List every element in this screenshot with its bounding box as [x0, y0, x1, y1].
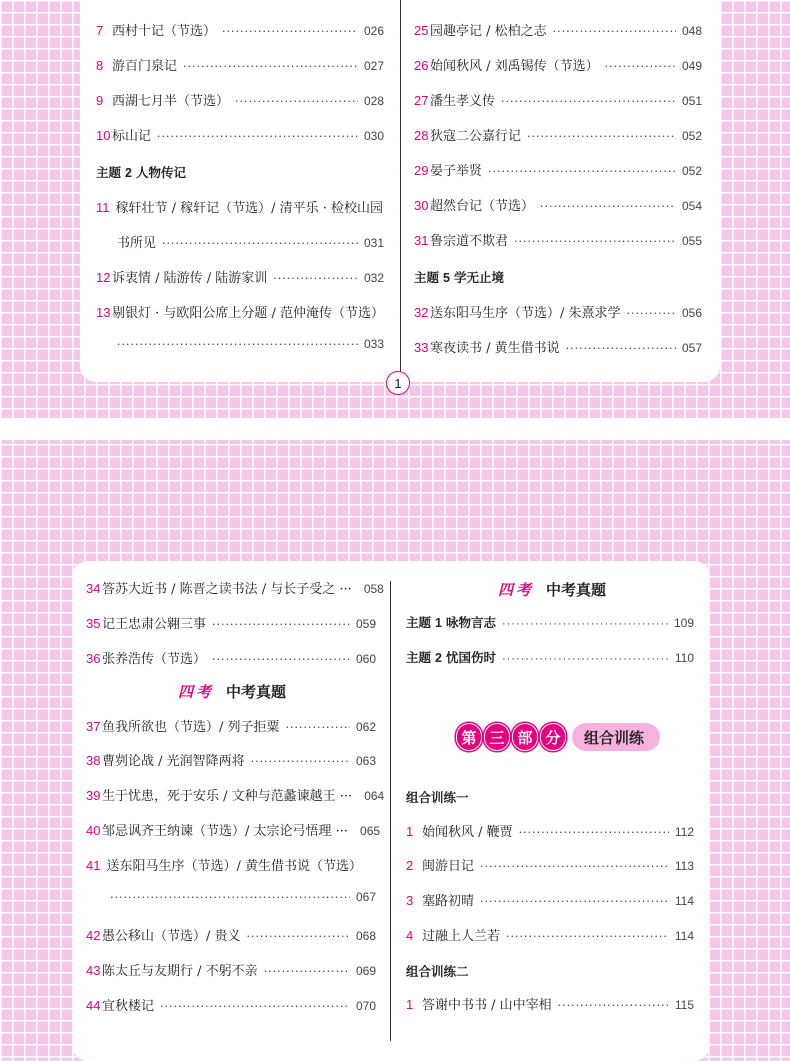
toc-entry[interactable]: 2 闽游日记 ····· 113: [406, 855, 694, 875]
toc-entry[interactable]: 42 愚公移山（节选）/ 贵义 ····· 068: [86, 925, 376, 945]
toc-entry-continuation[interactable]: 书所见 ····· 031: [117, 232, 384, 252]
toc-entry[interactable]: 11 稼轩壮节 / 稼轩记（节选）/ 清平乐 · 检校山园: [96, 200, 384, 216]
toc-entry[interactable]: 7 西村十记（节选） ····· 026: [96, 20, 384, 40]
toc-entry[interactable]: 1 答谢中书书 / 山中宰相 ····· 115: [406, 994, 694, 1014]
part-three-banner: [456, 722, 660, 752]
toc-entry[interactable]: 40 邹忌讽齐王纳谏（节选）/ 太宗论弓悟理 ··· 065: [86, 823, 381, 839]
group-heading: 组合训练一: [406, 791, 469, 805]
toc-entry[interactable]: 39 生于忧患，死于安乐 / 文种与范蠡谏越王 ··· 064: [86, 788, 385, 804]
toc-entry[interactable]: 35 记王忠肃公翱三事 ····· 059: [86, 613, 376, 633]
toc-entry[interactable]: 44 宜秋楼记 ····· 070: [86, 995, 376, 1015]
toc-entry[interactable]: 31 鲁宗道不欺君 ····· 055: [414, 230, 702, 250]
toc-entry[interactable]: 28 狄寇二公嘉行记 ····· 052: [414, 125, 702, 145]
toc-entry[interactable]: 9 西湖七月半（节选） ····· 028: [96, 90, 384, 110]
toc-entry[interactable]: 27 潘生孝义传 ····· 051: [414, 90, 702, 110]
part-label: 第 三 部 分: [456, 723, 566, 751]
toc-entry[interactable]: 34 答苏大近书 / 陈晋之读书法 / 与长子受之 ··· 058: [86, 581, 384, 597]
toc-entry[interactable]: 30 超然台记（节选） ····· 054: [414, 195, 702, 215]
group-heading: 组合训练二: [406, 965, 469, 979]
section-heading: 四考 中考真题: [178, 683, 287, 701]
toc-entry[interactable]: 36 张养浩传（节选） ····· 060: [86, 648, 376, 668]
toc-topic-entry[interactable]: 主题 2 忧国伤时 ····· 110: [406, 648, 694, 668]
toc-entry[interactable]: 3 塞路初晴 ····· 114: [406, 890, 694, 910]
toc-entry[interactable]: 13 剔银灯 · 与欧阳公席上分题 / 范仲淹传（节选）: [96, 305, 385, 321]
toc-entry[interactable]: 38 曹刿论战 / 光润智降两将 ····· 063: [86, 750, 376, 770]
toc-entry[interactable]: 10 标山记 ····· 030: [96, 125, 384, 145]
toc-entry[interactable]: 1 始闻秋风 / 鞭贾 ····· 112: [406, 821, 694, 841]
toc-entry[interactable]: 33 寒夜读书 / 黄生借书说 ····· 057: [414, 337, 702, 357]
column-divider: [390, 581, 391, 1041]
part-title: 组合训练: [572, 723, 660, 751]
section-heading: 四考 中考真题: [498, 581, 607, 599]
page-gap: [0, 418, 790, 440]
toc-entry[interactable]: 29 晏子举贤 ····· 052: [414, 160, 702, 180]
toc-entry[interactable]: 41 送东阳马生序（节选）/ 黄生借书说（节选）: [86, 858, 362, 874]
toc-entry[interactable]: 4 过融上人兰若 ····· 114: [406, 925, 694, 945]
toc-entry[interactable]: 25 园趣亭记 / 松柏之志 ····· 048: [414, 20, 702, 40]
toc-panel-bottom: [72, 561, 710, 1061]
toc-entry-continuation[interactable]: ····· 033: [117, 337, 384, 357]
toc-entry[interactable]: 26 始闻秋风 / 刘禹锡传（节选） ····· 049: [414, 55, 702, 75]
toc-entry[interactable]: 8 游百门泉记 ····· 027: [96, 55, 384, 75]
toc-entry[interactable]: 43 陈太丘与友期行 / 不躬不亲 ····· 069: [86, 960, 376, 980]
topic-heading: 主题 5 学无止境: [414, 271, 504, 285]
toc-topic-entry[interactable]: 主题 1 咏物言志 ····· 109: [406, 613, 694, 633]
toc-panel-top: [80, 0, 720, 382]
toc-entry-continuation[interactable]: ····· 067: [110, 890, 376, 910]
page-number-badge: 1: [386, 371, 410, 395]
column-divider: [400, 0, 401, 372]
toc-entry[interactable]: 12 诉衷情 / 陆游传 / 陆游家训 ····· 032: [96, 267, 384, 287]
topic-heading: 主题 2 人物传记: [96, 166, 186, 180]
toc-entry[interactable]: 32 送东阳马生序（节选）/ 朱熹求学 ····· 056: [414, 302, 702, 322]
toc-entry[interactable]: 37 鱼我所欲也（节选）/ 列子拒粟 ····· 062: [86, 716, 376, 736]
